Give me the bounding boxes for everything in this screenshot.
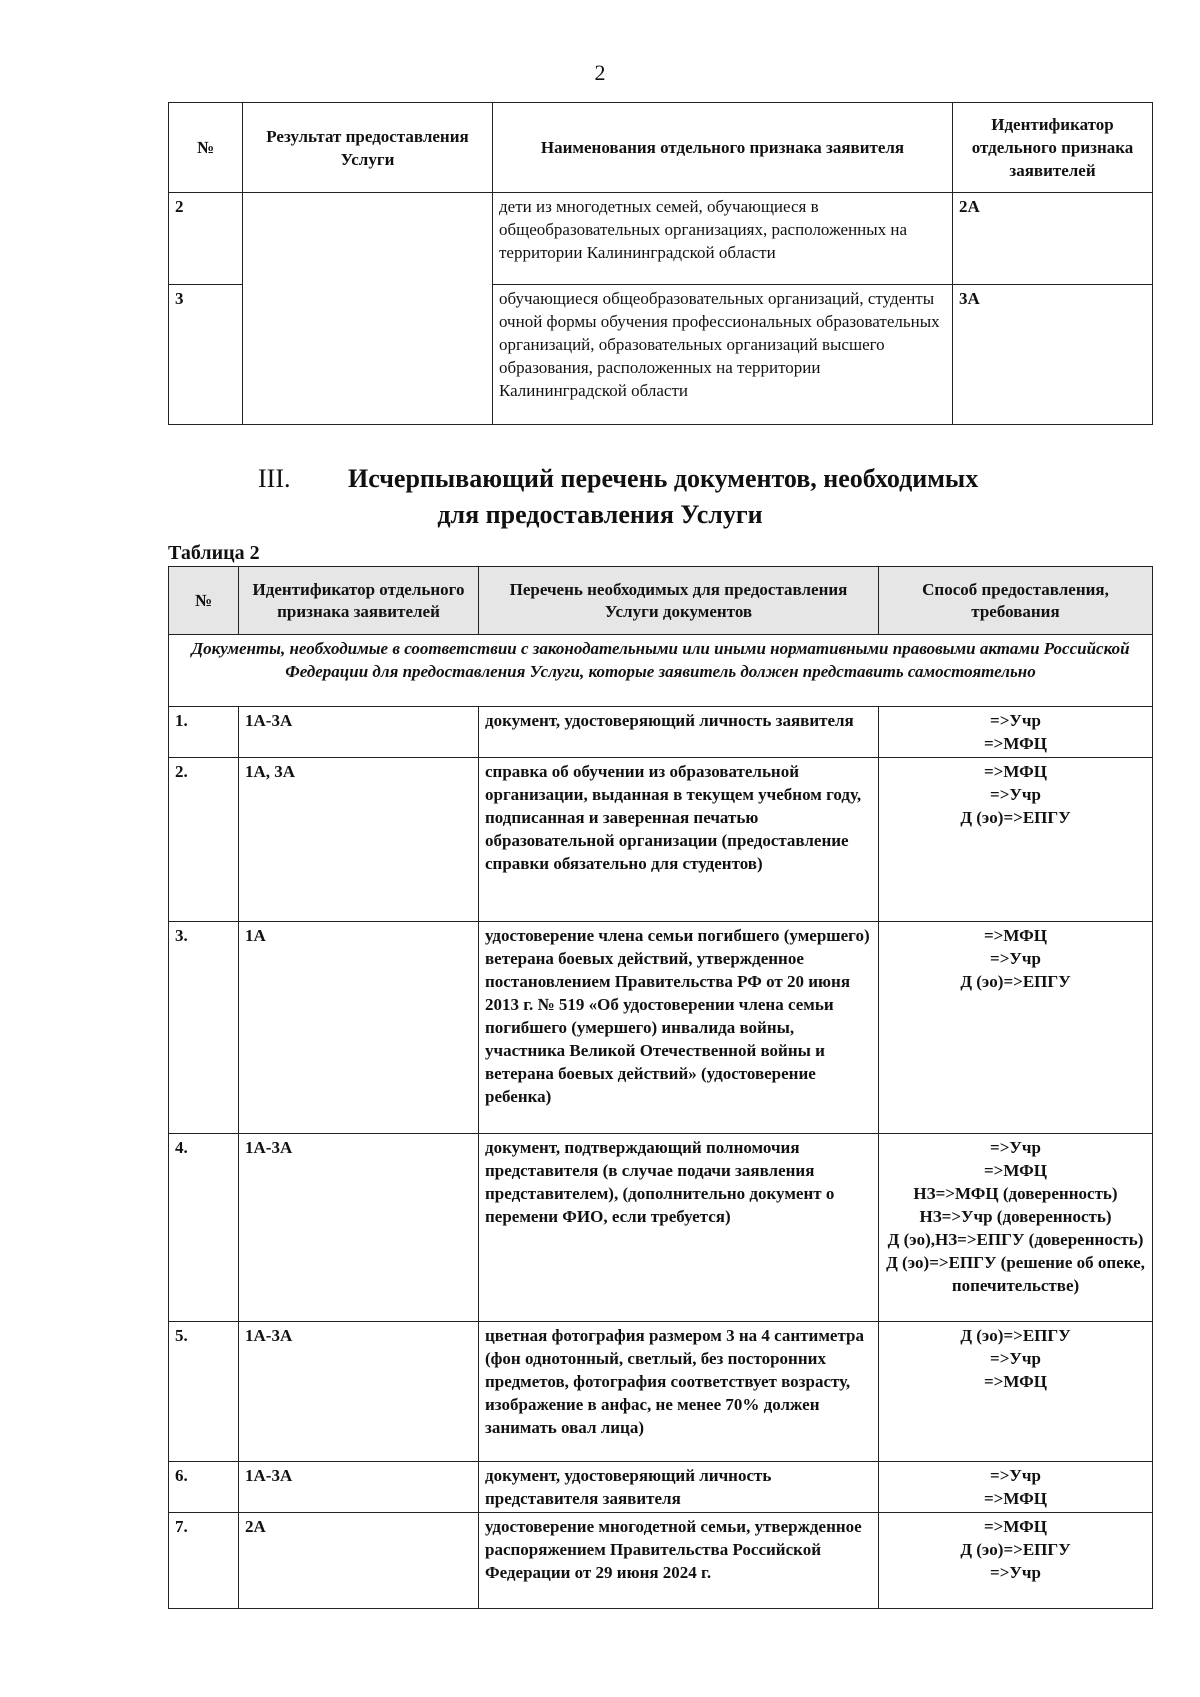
method-line: =>Учр <box>990 1563 1041 1582</box>
method-line: =>Учр <box>990 1138 1041 1157</box>
table-subheader: Документы, необходимые в соответствии с законодательными или иными нормативными правовыми актами Российской Федерации для предоставления Услуги, которые заявитель должен представить самостоятельно <box>169 635 1153 707</box>
method-line: =>МФЦ <box>983 1489 1048 1508</box>
method-line: =>МФЦ <box>983 1372 1048 1391</box>
method-line: =>Учр <box>990 711 1041 730</box>
method-line: НЗ=>МФЦ (доверенность) <box>913 1184 1118 1203</box>
row-document: удостоверение члена семьи погибшего (умершего) ветерана боевых действий, утвержденное постановлением Правительства РФ от 20 июня 2013 г. № 519 «Об удостоверении члена семьи погибшего (умершего) инвалида войны, участника Великой Отечественной войны и ветерана боевых действий» (удостоверение ребенка) <box>479 922 879 1134</box>
row-number: 7. <box>169 1513 239 1609</box>
table-row <box>169 707 1153 758</box>
row-method <box>879 758 1153 922</box>
method-line: Д (эо)=>ЕПГУ (решение об опеке, попечительстве) <box>886 1253 1145 1295</box>
row-feature-id: 1А <box>239 922 479 1134</box>
column-header-feature-id: Идентификатор отдельного признака заявителей <box>239 567 479 635</box>
table-row <box>169 1134 1153 1322</box>
row-document: справка об обучении из образовательной организации, выданная в текущем учебном году, подписанная и заверенная печатью образовательной организации (предоставление справки обязательно для студентов) <box>479 758 879 922</box>
row-document: цветная фотография размером 3 на 4 сантиметра (фон однотонный, светлый, без посторонних предметов, фотография соответствует возрасту, изображение в анфас, не менее 70% должен занимать овал лица) <box>479 1322 879 1462</box>
row-document: документ, удостоверяющий личность заявителя <box>479 707 879 758</box>
method-line: Д (эо)=>ЕПГУ <box>960 1326 1071 1345</box>
table-row <box>169 1322 1153 1462</box>
method-line: =>МФЦ <box>983 734 1048 753</box>
table-row <box>169 758 1153 922</box>
column-header-number: № <box>169 103 243 193</box>
row-method <box>879 707 1153 758</box>
column-header-result: Результат предоставления Услуги <box>243 103 493 193</box>
row-feature-id: 1А, 3А <box>239 758 479 922</box>
table-row <box>169 1462 1153 1513</box>
row-method <box>879 1134 1153 1322</box>
method-line: Д (эо)=>ЕПГУ <box>960 972 1071 991</box>
method-line: =>МФЦ <box>983 762 1048 781</box>
row-method <box>879 1462 1153 1513</box>
method-line: =>Учр <box>990 1349 1041 1368</box>
method-line: =>МФЦ <box>983 926 1048 945</box>
row-number: 2 <box>169 193 243 285</box>
section-number: III. <box>258 464 291 493</box>
row-feature-id: 2А <box>239 1513 479 1609</box>
row-method <box>879 922 1153 1134</box>
method-line: =>МФЦ <box>983 1161 1048 1180</box>
column-header-method: Способ предоставления, требования <box>879 567 1153 635</box>
row-number: 5. <box>169 1322 239 1462</box>
row-method <box>879 1322 1153 1462</box>
column-header-feature-id: Идентификатор отдельного признака заявителей <box>953 103 1153 193</box>
column-header-feature-name: Наименования отдельного признака заявителя <box>493 103 953 193</box>
row-number: 2. <box>169 758 239 922</box>
row-number: 4. <box>169 1134 239 1322</box>
page-number: 2 <box>594 60 606 85</box>
row-feature-id: 3А <box>953 285 1153 425</box>
row-number: 3. <box>169 922 239 1134</box>
documents-table <box>168 566 1153 1609</box>
method-line: НЗ=>Учр (доверенность) <box>919 1207 1112 1226</box>
table-row <box>169 193 1153 285</box>
column-header-number: № <box>169 567 239 635</box>
method-line: Д (эо)=>ЕПГУ <box>960 1540 1071 1559</box>
section-title-line-2: для предоставления Услуги <box>437 500 763 529</box>
row-result <box>243 193 493 425</box>
row-feature-id: 1А-3А <box>239 1322 479 1462</box>
row-number: 6. <box>169 1462 239 1513</box>
row-number: 1. <box>169 707 239 758</box>
row-feature-name: дети из многодетных семей, обучающиеся в общеобразовательных организациях, расположенных на территории Калининградской области <box>493 193 953 285</box>
row-feature-id: 1А-3А <box>239 1134 479 1322</box>
row-feature-id: 2А <box>953 193 1153 285</box>
method-line: Д (эо)=>ЕПГУ <box>960 808 1071 827</box>
row-feature-name: обучающиеся общеобразовательных организаций, студенты очной формы обучения профессиональных образовательных организаций, образовательных организаций высшего образования, расположенных на территории Калининградской области <box>493 285 953 425</box>
section-title-line-1: Исчерпывающий перечень документов, необходимых <box>348 464 979 493</box>
row-document: удостоверение многодетной семьи, утвержденное распоряжением Правительства Российской Федерации от 29 июня 2024 г. <box>479 1513 879 1609</box>
row-number: 3 <box>169 285 243 425</box>
row-feature-id: 1А-3А <box>239 707 479 758</box>
table-caption: Таблица 2 <box>168 542 260 564</box>
method-line: =>Учр <box>990 949 1041 968</box>
method-line: =>МФЦ <box>983 1517 1048 1536</box>
method-line: =>Учр <box>990 1466 1041 1485</box>
method-line: Д (эо),НЗ=>ЕПГУ (доверенность) <box>887 1230 1144 1249</box>
table-row <box>169 922 1153 1134</box>
row-method <box>879 1513 1153 1609</box>
column-header-documents: Перечень необходимых для предоставления Услуги документов <box>479 567 879 635</box>
row-document: документ, подтверждающий полномочия представителя (в случае подачи заявления представителем), (дополнительно документ о перемени ФИО, если требуется) <box>479 1134 879 1322</box>
method-line: =>Учр <box>990 785 1041 804</box>
row-document: документ, удостоверяющий личность представителя заявителя <box>479 1462 879 1513</box>
table-row <box>169 1513 1153 1609</box>
row-feature-id: 1А-3А <box>239 1462 479 1513</box>
applicant-features-table <box>168 102 1153 425</box>
